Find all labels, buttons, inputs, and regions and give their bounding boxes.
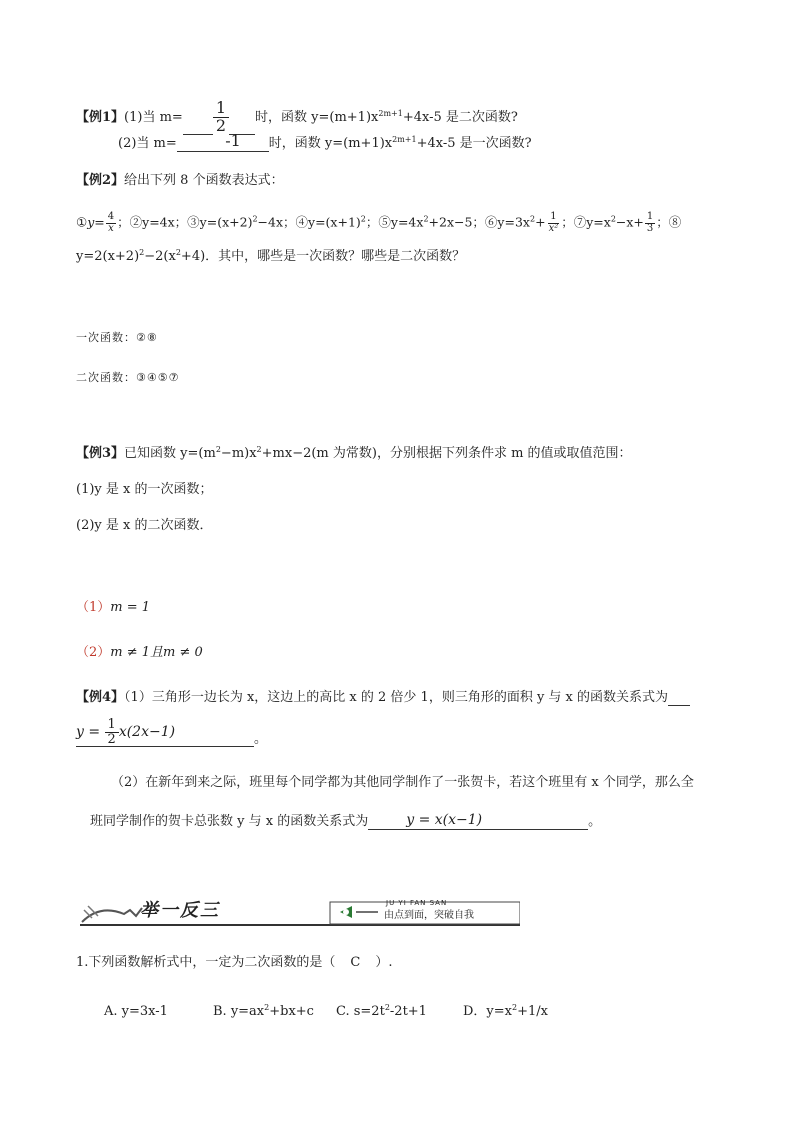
- example2-expressions-line2: $y=2(x+2)^2-2(x^2+4)$．其中，哪些是一次函数？哪些是二次函数？: [76, 248, 466, 264]
- example4-part1: 【例4】（1）三角形一边长为 x，这边上的高比 x 的 2 倍少 1，则三角形的面积 y 与 x 的函数关系式为: [76, 690, 690, 706]
- example4-part2-line2: 班同学制作的贺卡总张数 y 与 x 的函数关系式为 y = x(x−1) 。: [90, 812, 602, 830]
- example4-part2-line1: （2）在新年到来之际，班里每个同学都为其他同学制作了一张贺卡，若这个班里有 x 个同学，那么全: [111, 775, 694, 790]
- option-b: B. $y=ax^2+bx+c$: [213, 1003, 314, 1019]
- example3-stem: 【例3】已知函数 $y=(m^2-m)x^2+mx-2(m$ 为常数)，分别根据下列条件求 m 的值或取值范围：: [76, 445, 632, 461]
- example3-question1: (1)y 是 x 的一次函数；: [76, 482, 213, 497]
- example1-label: 【例1】: [76, 109, 125, 125]
- example3-label: 【例3】: [76, 446, 125, 461]
- question1-answer: C: [350, 955, 361, 970]
- example3-answer2: （2）m ≠ 1且m ≠ 0: [76, 645, 203, 660]
- example2-expressions-line1: ①y= $\frac{4}{x}$ ；②y=4x；$③y=(x+2)^2-4x$；$④y=(x+1)^2$；$⑤y=4x^2+2x-5$；$⑥y=3x^2+$ $\frac{1}{\text{x²}}$ ；$⑦y=x^2-x+$ $\frac{1}{3}$ ；⑧: [76, 211, 682, 234]
- example1-answer2: -1: [177, 131, 269, 152]
- example3-question2: (2)y 是 x 的二次函数．: [76, 518, 213, 533]
- example4-answer1: y = $\frac{1}{2}$ x(2x−1): [76, 717, 176, 747]
- example3-answer1: （1）m = 1: [76, 600, 151, 615]
- option-d: D．$y=x^2+1/x$: [463, 1003, 548, 1019]
- option-a: A. y=3x-1: [104, 1004, 168, 1019]
- example2-label: 【例2】: [76, 173, 125, 188]
- example2-answer-quadratic: 二次函数：③④⑤⑦: [76, 371, 180, 384]
- banner-title: 举一反三: [140, 900, 220, 921]
- banner-subtitle: 由点到面，突破自我: [384, 910, 474, 921]
- example2-answer-linear: 一次函数：②⑧: [76, 331, 158, 344]
- banner-pinyin: JU YI FAN SAN: [386, 899, 448, 907]
- example1-part1: 【例1】(1)当 m= $\frac{1}{2}$ 时，函数 $y=(m+1)x^{2m+1}+4x-5$ 是二次函数?: [76, 98, 518, 135]
- example4-part1-answer: y = $\frac{1}{2}$ x(2x−1) 。: [76, 717, 268, 747]
- example2-intro: 【例2】给出下列 8 个函数表达式：: [76, 173, 284, 188]
- section-banner: [80, 896, 520, 928]
- option-c: C. $s=2t^2-2t+1$: [336, 1003, 427, 1019]
- example1-answer1: $\frac{1}{2}$: [213, 100, 229, 135]
- example4-answer2: y = x(x−1): [406, 812, 483, 828]
- example4-label: 【例4】: [76, 690, 125, 705]
- question1-stem: 1.下列函数解析式中，一定为二次函数的是（ C ）.: [76, 955, 393, 970]
- example1-part2: (2)当 m= -1 时，函数 $y=(m+1)x^{2m+1}+4x-5$ 是一次函数?: [118, 131, 532, 151]
